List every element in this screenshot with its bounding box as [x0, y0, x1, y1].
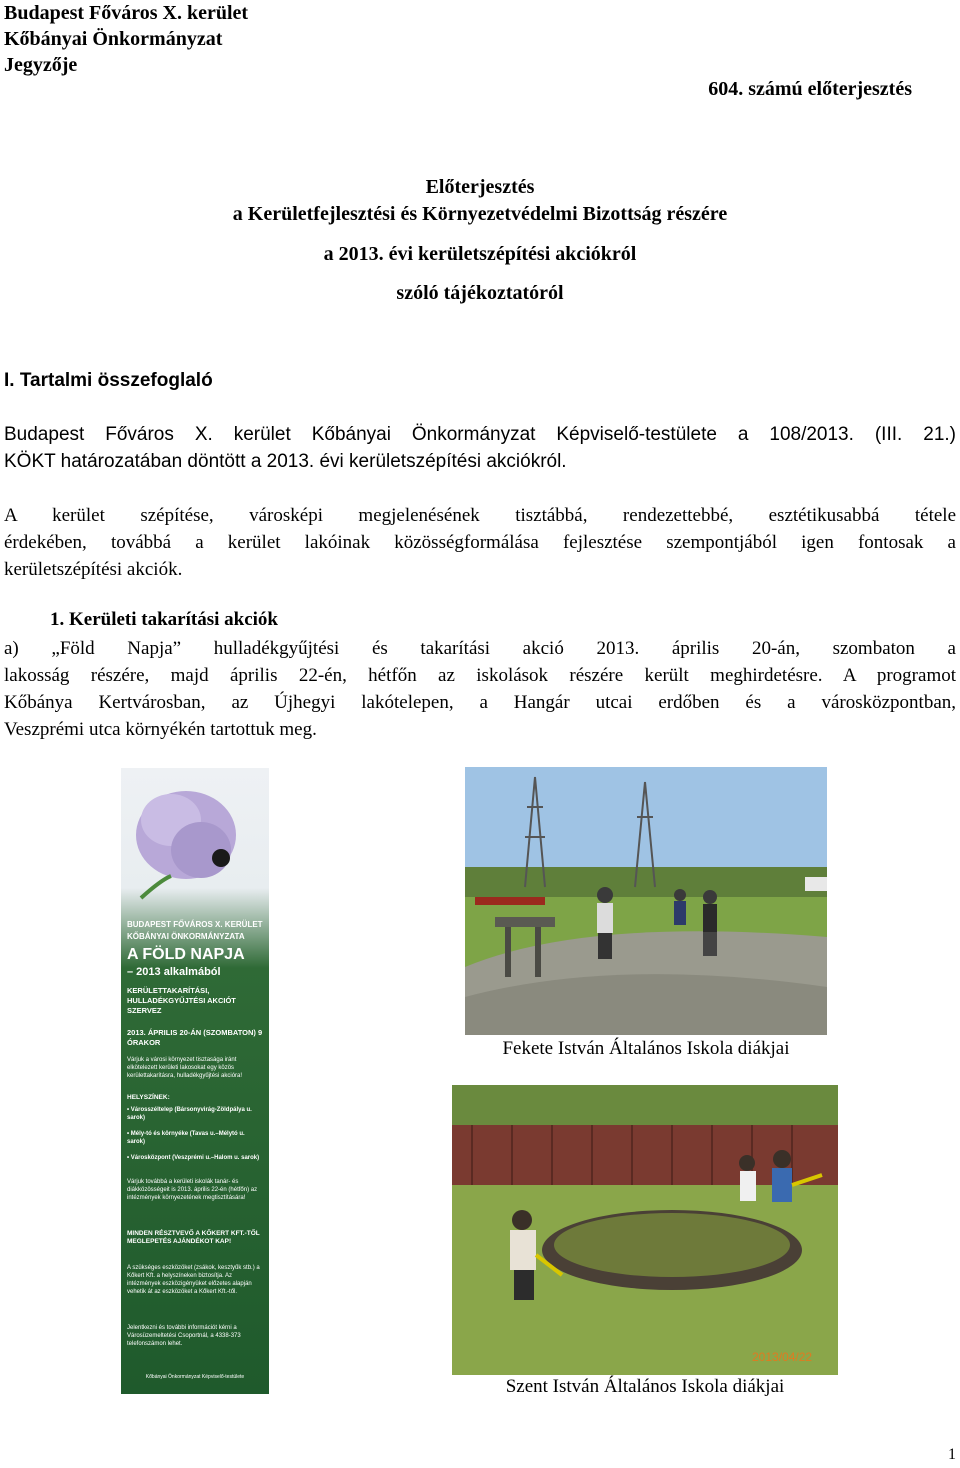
poster-location-3: • Városközpont (Veszprémi u.–Halom u. sarok) — [127, 1155, 260, 1161]
action-line-4: Veszprémi utca környékén tartottuk meg. — [4, 719, 317, 740]
flower-illustration — [131, 780, 251, 900]
photo-date-stamp: 2013/04/22 — [752, 1350, 813, 1364]
page-number: 1 — [948, 1446, 956, 1463]
photo-schoolyard-cleanup — [452, 1085, 838, 1375]
action-line-2: lakosság részére, majd április 22-én, hétfőn az iskolások részére került meghirdetésre. A programot — [4, 665, 956, 686]
poster-action: KERÜLETTAKARÍTÁSI, HULLADÉKGYŰJTÉSI AKCIÓT SZERVEZ — [127, 986, 236, 1015]
poster-contact: Jelentkezni és további információt kérni a Városüzemeltetési Csoportnál, a 4338-373 telefonszámon lehet. — [127, 1325, 241, 1347]
issuer-line-3: Jegyzője — [4, 54, 78, 76]
action-line-3: Kőbánya Kertvárosban, az Újhegyi lakótelepen, a Hangár utcai erdőben és a városközpontban, — [4, 692, 956, 713]
action-line-1: a) „Föld Napja” hulladékgyűjtési és takarítási akció 2013. április 20-án, szombaton a — [4, 638, 956, 659]
title-line-1: Előterjesztés — [425, 176, 535, 198]
caption-photo-1: Fekete István Általános Iskola diákjai — [502, 1038, 790, 1059]
photo-park-cleanup — [465, 767, 827, 1035]
paragraph-line-1: A kerület szépítése, városképi megjelenésének tisztábbá, rendezettebbé, esztétikusabbá tétele — [4, 505, 956, 526]
title-line-4: szóló tájékoztatóról — [396, 282, 564, 304]
paragraph-line-2: érdekében, továbbá a kerület lakóinak közösségformálása fejlesztése szempontjából igen fontosak a — [4, 532, 956, 553]
poster-date: 2013. ÁPRILIS 20-ÁN (SZOMBATON) 9 ÓRAKOR — [127, 1028, 263, 1047]
section-heading: I. Tartalmi összefoglaló — [4, 370, 213, 391]
poster-schools: Várjuk továbbá a kerületi iskolák tanár- és diákközösségeit is 2013. április 22-én (hétfőn) az intézmények környezetének megtisztítására! — [127, 1179, 258, 1201]
poster-tools: A szükséges eszközöket (zsákok, kesztyűk stb.) a Kőkert Kft. a helyszíneken biztosítja. Az intézmények eszközigényüket előzetes alapján vehetik át az eszközöket a Kőkert Kft.-től. — [127, 1265, 260, 1295]
poster-locations-heading: HELYSZÍNEK: — [127, 1094, 170, 1101]
poster-location-1: • Városszéltelep (Bársonyvirág-Zöldpálya u. sarok) — [127, 1107, 252, 1121]
subsection-heading: 1. Kerületi takarítási akciók — [50, 609, 278, 630]
document-number: 604. számú előterjesztés — [708, 78, 912, 100]
poster-title: A FÖLD NAPJA — [127, 946, 245, 963]
earth-day-poster — [121, 768, 269, 1394]
poster-footer: Kőbányai Önkormányzat Képviselő-testülete — [145, 1374, 245, 1380]
title-line-2: a Kerületfejlesztési és Környezetvédelmi Bizottság részére — [232, 203, 728, 225]
title-line-3: a 2013. évi kerületszépítési akciókról — [323, 243, 637, 265]
summary-line-1: Budapest Főváros X. kerület Kőbányai Önkormányzat Képviselő-testülete a 108/2013. (III. 21.) — [4, 424, 956, 445]
poster-issuer-2: KŐBÁNYAI ÖNKORMÁNYZATA — [127, 932, 245, 941]
summary-line-2: KÖKT határozatában döntött a 2013. évi kerületszépítési akciókról. — [4, 451, 567, 472]
poster-issuer-1: BUDAPEST FŐVÁROS X. KERÜLET — [127, 920, 263, 929]
poster-location-2: • Mély-tó és környéke (Tavas u.–Mélytó u. sarok) — [127, 1131, 245, 1145]
poster-gift: MINDEN RÉSZTVEVŐ A KŐKERT KFT.-TŐL MEGLEPETÉS AJÁNDÉKOT KAP! — [127, 1230, 260, 1245]
paragraph-line-3: kerületszépítési akciók. — [4, 559, 183, 580]
issuer-line-2: Kőbányai Önkormányzat — [4, 28, 223, 50]
issuer-line-1: Budapest Főváros X. kerület — [4, 2, 249, 24]
poster-invite: Várjuk a városi környezet tisztasága iránt elkötelezett kerületi lakosokat egy közös kerülettakarításra, hulladékgyűjtési akcióra! — [127, 1057, 243, 1079]
caption-photo-2: Szent István Általános Iskola diákjai — [505, 1376, 785, 1397]
poster-subtitle: – 2013 alkalmából — [127, 966, 221, 978]
